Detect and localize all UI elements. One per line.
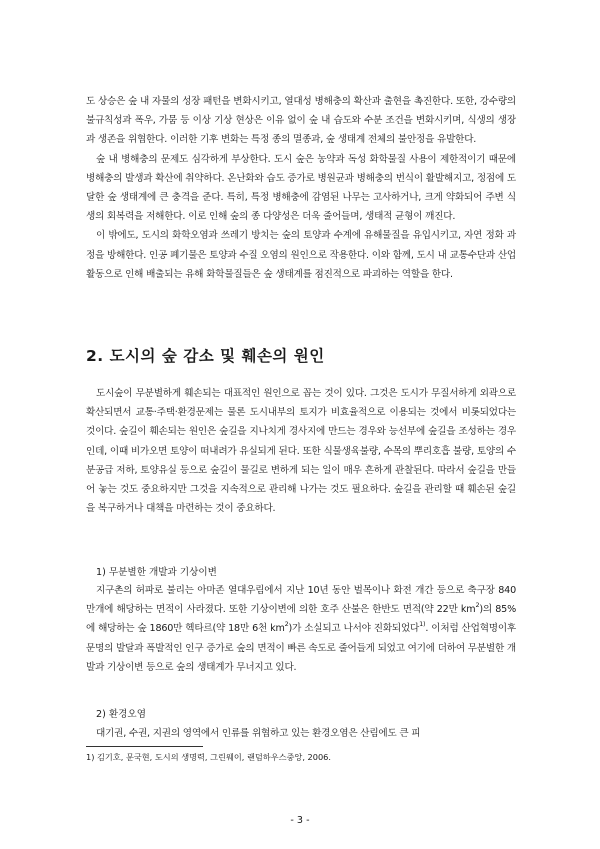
section-intro (86, 384, 516, 518)
subsection-body (86, 581, 516, 677)
paragraph: 이 밖에도, 도시의 화학오염과 쓰레기 방치는 숲의 토양과 수계에 유해물질을 유입시키고, 자연 정화 과정을 방해한다. 인공 폐기물은 토양과 수질 오염의 원인으로 작용한다. 이와 함께, 도시 내 교통수단과 산업 활동으로 인해 배출되는 유해 화학물질들은 숲 생태계를 점진적으로 파괴하는 역할을 한다. (86, 230, 516, 280)
section-heading: 2. 도시의 숲 감소 및 훼손의 원인 (86, 347, 325, 365)
text-run: . 이처럼 산업혁명이후 문명의 발달과 폭발적인 인구 증가로 숲의 면적이 빠른 속도로 줄어들게 되었고 여기에 더하여 무분별한 개발과 기상이변 등으로 숲의 생태계가 무너지고 있다. (86, 623, 516, 673)
superscript: 2 (284, 620, 289, 629)
superscript: 2 (475, 601, 480, 610)
subsection-title: 1) 무분별한 개발과 기상이변 (96, 567, 217, 578)
paragraph (86, 581, 516, 677)
footnote: 1) 김기호, 문국현, 도시의 생명력, 그린웨이, 랜덤하우스중앙, 2006. (86, 752, 331, 762)
paragraph: 숲 내 병해충의 문제도 심각하게 부상한다. 도시 숲은 농약과 독성 화학물질 사용이 제한적이기 때문에 병해충의 발생과 확산에 취약하다. 온난화와 습도 증가로 병원균과 병해충의 번식이 활발해지고, 정점에 도달한 숲 생태계에 큰 충격을 준다. 특히, 특정 병해충에 감염된 나무는 고사하거나, 크게 약화되어 주변 식생의 회복력을 저해한다. 이로 인해 숲의 종 다양성은 더욱 줄어들며, 생태적 균형이 깨진다. (86, 153, 516, 223)
footnote-divider (86, 746, 203, 747)
text-run: 지구촌의 허파로 불리는 아마존 열대우림에서 지난 10년 동안 벌목이나 화전 개간 등으로 축구장 840만개에 해당하는 면적이 사라졌다. 또한 기상이변에 의한 호주 산불은 한반도 면적(약 22만 km (86, 585, 516, 616)
page-number: - 3 - (290, 815, 310, 826)
paragraph: 도시숲이 무분별하게 훼손되는 대표적인 원인으로 꼽는 것이 있다. 그것은 도시가 무질서하게 외곽으로 확산되면서 교통·주택·환경문제는 물론 도시내부의 토지가 비효율적으로 이용되는 것에서 비롯되었다는 것이다. 숲길이 훼손되는 원인은 숲길을 지나치게 경사지에 만드는 경우와 능선부에 숲길을 조성하는 경우인데, 이때 비가오면 토양이 떠내려가 유실되게 된다. 또한 식물생육불량, 수목의 뿌리호흡 불량, 토양의 수분공급 저하, 토양유실 등으로 숲길이 물길로 변하게 되는 일이 매우 흔하게 관찰된다. 따라서 숲길을 만들어 놓는 것도 중요하지만 그것을 지속적으로 관리해 나가는 것도 필요하다. 숲길을 관리할 때 훼손된 숲길을 복구하거나 대책을 마련하는 것이 중요하다. (86, 388, 516, 515)
text-run: )의 85%에 해당하는 숲 1860만 헥타르(약 18만 6천 km (86, 604, 517, 635)
subsection-title: 2) 환경오염 (96, 709, 146, 720)
footnote-ref[interactable]: 1) (419, 620, 426, 629)
subsection-body (86, 724, 516, 743)
body-text-top (86, 92, 516, 284)
paragraph: 도 상승은 숲 내 자물의 성장 패턴을 변화시키고, 열대성 병해충의 확산과 출현을 촉진한다. 또한, 강수량의 불규칙성과 폭우, 가뭄 등 이상 기상 현상은 이유 없이 숲 내 습도와 수분 조건을 변화시키며, 식생의 생장과 생존을 위협한다. 이러한 기후 변화는 특정 종의 멸종과, 숲 생태계 전체의 불안정을 유발한다. (86, 96, 516, 146)
text-run: )가 소실되고 나서야 진화되었다 (288, 623, 420, 635)
paragraph: 대기권, 수권, 지권의 영역에서 인류를 위협하고 있는 환경오염은 산림에도 큰 피 (96, 728, 421, 739)
